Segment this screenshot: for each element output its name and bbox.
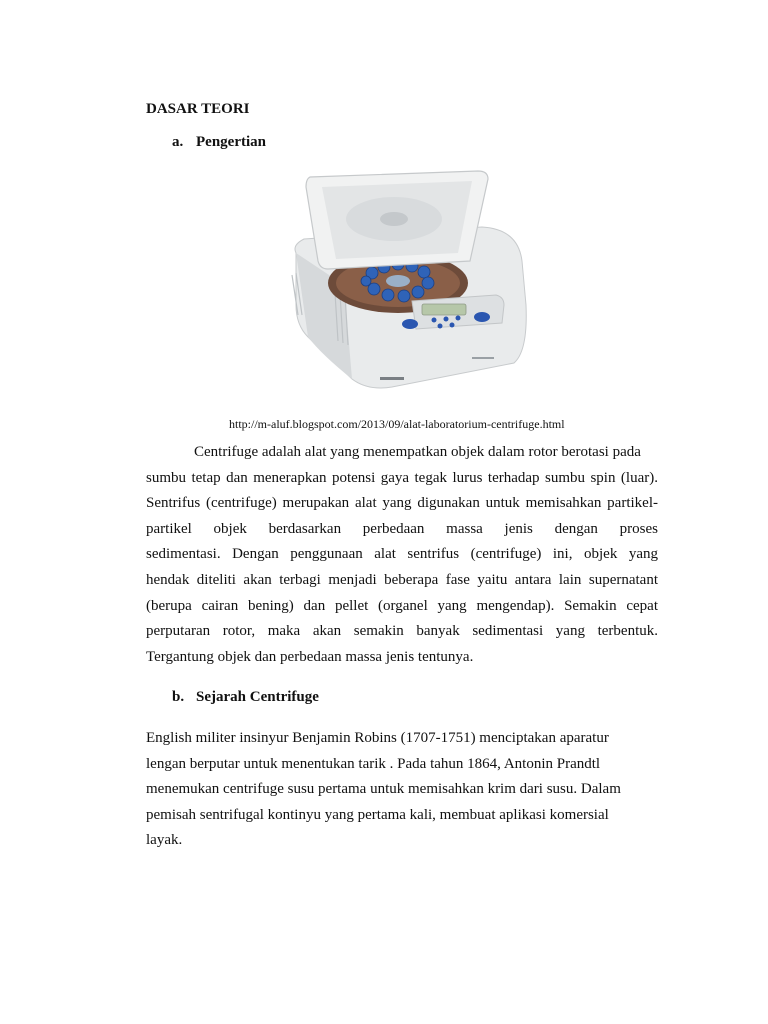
section-b-number: b. (172, 689, 185, 705)
paragraph-line: sedimentasi. Dengan penggunaan alat sentrifus (centrifuge) ini, objek yang (146, 546, 658, 563)
paragraph-line: Centrifuge adalah alat yang menempatkan objek dalam rotor berotasi pada (194, 444, 641, 460)
paragraph-line: hendak diteliti akan terbagi menjadi beberapa fase yaitu antara lain supernatant (146, 571, 658, 588)
paragraph-line: English militer insinyur Benjamin Robins (1707-1751) menciptakan aparatur (146, 730, 609, 746)
paragraph-sejarah (146, 726, 658, 854)
centrifuge-image (282, 165, 536, 405)
section-b-heading (172, 689, 319, 706)
paragraph-line: sumbu tetap dan menerapkan potensi gaya tegak lurus terhadap sumbu spin (luar). (146, 469, 658, 486)
paragraph-pengertian (146, 440, 658, 670)
section-a-number: a. (172, 134, 184, 150)
section-a-heading (172, 134, 266, 151)
paragraph-line: perputaran rotor, maka akan semakin banyak sedimentasi yang terbentuk. (146, 623, 658, 640)
main-heading: DASAR TEORI (146, 101, 250, 117)
paragraph-line: Sentrifus (centrifuge) merupakan alat yang digunakan untuk memisahkan partikel- (146, 495, 658, 512)
paragraph-line: layak. (146, 832, 183, 849)
paragraph-line: partikel objek berdasarkan perbedaan massa jenis dengan proses (146, 520, 658, 537)
paragraph-line: menemukan centrifuge susu pertama untuk memisahkan krim dari susu. Dalam (146, 781, 621, 798)
paragraph-line: Tergantung objek dan perbedaan massa jenis tentunya. (146, 648, 474, 665)
image-caption-link[interactable]: http://m-aluf.blogspot.com/2013/09/alat-laboratorium-centrifuge.html (229, 417, 565, 431)
section-b-title: Sejarah Centrifuge (196, 689, 319, 705)
paragraph-line: lengan berputar untuk menentukan tarik . Pada tahun 1864, Antonin Prandtl (146, 755, 601, 772)
section-a-title: Pengertian (196, 134, 266, 150)
paragraph-line: (berupa cairan bening) dan pellet (organel yang mengendap). Semakin cepat (146, 597, 658, 614)
paragraph-line: pemisah sentrifugal kontinyu yang pertama kali, membuat aplikasi komersial (146, 806, 609, 823)
